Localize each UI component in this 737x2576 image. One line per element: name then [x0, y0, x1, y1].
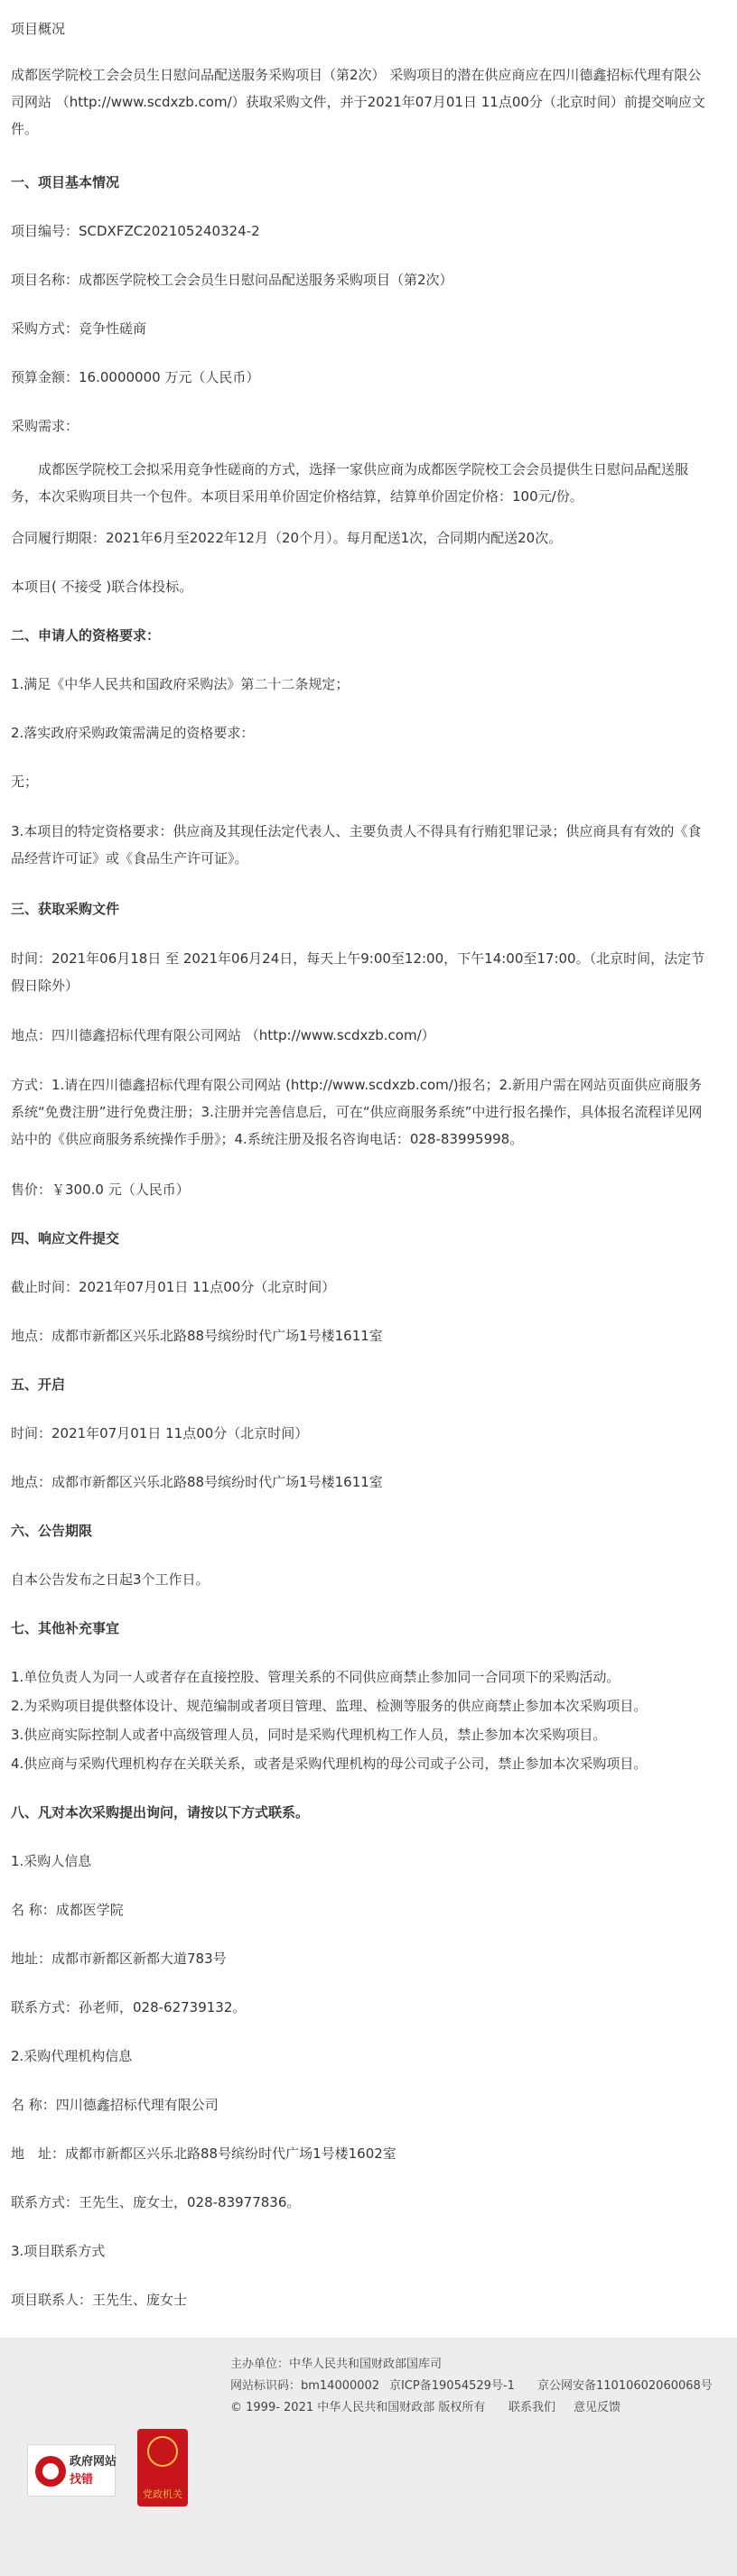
project-contact-heading: 3.项目联系方式 — [11, 2243, 106, 2259]
contract-period: 合同履行期限：2021年6月至2022年12月（20个月）。每月配送1次，合同期内配送20次。 — [11, 530, 563, 546]
section-heading-contacts: 八、凡对本次采购提出询问，请按以下方式联系。 — [11, 1804, 310, 1821]
agency-address: 地 址：成都市新都区兴乐北路88号缤纷时代广场1号楼1602室 — [11, 2145, 396, 2162]
section-heading-basic-info: 一、项目基本情况 — [11, 174, 120, 190]
budget-amount: 预算金额：16.0000000 万元（人民币） — [11, 369, 260, 385]
footer-police-link[interactable]: 京公网安备11010602060068号 — [537, 2379, 713, 2393]
opening-time: 时间：2021年07月01日 11点00分（北京时间） — [11, 1425, 309, 1441]
footer-copyright: © 1999- 2021 中华人民共和国财政部 版权所有 — [230, 2401, 486, 2414]
qualification-1: 1.满足《中华人民共和国政府采购法》第二十二条规定； — [11, 676, 350, 692]
purchaser-info-heading: 1.采购人信息 — [11, 1853, 92, 1869]
purchaser-contact: 联系方式：孙老师，028-62739132。 — [11, 1999, 247, 2015]
document-price: 售价：￥300.0 元（人民币） — [11, 1181, 190, 1198]
qualification-2: 2.落实政府采购政策需满足的资格要求： — [11, 725, 255, 741]
demand-text: 成都医学院校工会拟采用竞争性磋商的方式，选择一家供应商为成都医学院校工会会员提供生日慰问品配送服务，本次采购项目共一个包件。本项目采用单价固定价格结算，结算单价固定价格：100元/份。 — [11, 461, 689, 505]
footer-info — [230, 2339, 718, 2576]
magnifier-icon — [35, 2456, 66, 2487]
purchaser-address: 地址：成都市新都区新都大道783号 — [11, 1951, 227, 1967]
obtain-place: 地点：四川德鑫招标代理有限公司网站 （http://www.scdxzb.com/） — [11, 1027, 435, 1043]
opening-place: 地点：成都市新都区兴乐北路88号缤纷时代广场1号楼1611室 — [11, 1474, 383, 1490]
section-heading-obtain-docs: 三、获取采购文件 — [11, 901, 120, 917]
party-government-badge[interactable] — [137, 2429, 188, 2507]
section-heading-opening: 五、开启 — [11, 1376, 66, 1393]
qualification-3: 3.本项目的特定资格要求：供应商及其现任法定代表人、主要负责人不得具有行贿犯罪记录；供应商具有有效的《食品经营许可证》或《食品生产许可证》。 — [11, 823, 702, 866]
notice-period: 自本公告发布之日起3个工作日。 — [11, 1571, 210, 1588]
other-matter-1: 1.单位负责人为同一人或者存在直接控股、管理关系的不同供应商禁止参加同一合同项下的采购活动。 — [11, 1669, 620, 1685]
submission-place: 地点：成都市新都区兴乐北路88号缤纷时代广场1号楼1611室 — [11, 1328, 383, 1344]
project-number: 项目编号：SCDXFZC202105240324-2 — [11, 223, 260, 239]
agency-info-heading: 2.采购代理机构信息 — [11, 2048, 133, 2064]
footer-site-id: 网站标识码：bm14000002 — [230, 2379, 380, 2393]
overview-heading: 项目概况 — [11, 21, 66, 37]
footer-icp-link[interactable]: 京ICP备19054529号-1 — [389, 2379, 515, 2393]
section-heading-notice-period: 六、公告期限 — [11, 1523, 93, 1539]
obtain-time: 时间：2021年06月18日 至 2021年06月24日，每天上午9:00至12:00，下午14:00至17:00。（北京时间，法定节假日除外） — [11, 950, 705, 994]
purchaser-name: 名 称：成都医学院 — [11, 1902, 124, 1918]
party-emblem-icon — [137, 2429, 188, 2483]
gov-site-find-error-badge[interactable] — [27, 2444, 116, 2497]
footer-host: 主办单位：中华人民共和国财政部国库司 — [230, 2358, 443, 2371]
badge-find-line1: 政府网站 — [70, 2455, 117, 2469]
badge-find-line2: 找错 — [70, 2473, 94, 2487]
obtain-method: 方式：1.请在四川德鑫招标代理有限公司网站 (http://www.scdxzb.com/)报名；2.新用户需在网站页面供应商服务系统“免费注册”进行免费注册；3.注册并完善信息后，可在“供应商服务系统”中进行报名操作，具体报名流程详见网站中的《供应商服务系统操作手册》；4.系统注册及报名咨询电话：028-83995998。 — [11, 1077, 703, 1147]
footer-contact-us-link[interactable]: 联系我们 — [508, 2401, 556, 2414]
other-matter-2: 2.为采购项目提供整体设计、规范编制或者项目管理、监理、检测等服务的供应商禁止参加本次采购项目。 — [11, 1698, 648, 1714]
project-name: 项目名称：成都医学院校工会会员生日慰问品配送服务采购项目（第2次） — [11, 272, 453, 288]
submission-deadline: 截止时间：2021年07月01日 11点00分（北京时间） — [11, 1279, 336, 1295]
agency-contact: 联系方式：王先生、庞女士，028-83977836。 — [11, 2194, 301, 2210]
badge-party-label: 党政机关 — [137, 2483, 188, 2507]
procurement-method: 采购方式：竞争性磋商 — [11, 320, 147, 337]
overview-text: 成都医学院校工会会员生日慰问品配送服务采购项目（第2次） 采购项目的潜在供应商应在四川德鑫招标代理有限公司网站 （http://www.scdxzb.com/）获取采购文件，并于2021年07月01日 11点00分（北京时间）前提交响应文件。 — [11, 67, 705, 137]
section-heading-other-matters: 七、其他补充事宜 — [11, 1620, 120, 1636]
agency-name: 名 称：四川德鑫招标代理有限公司 — [11, 2097, 219, 2113]
footer-feedback-link[interactable]: 意见反馈 — [574, 2401, 621, 2414]
section-heading-qualifications: 二、申请人的资格要求： — [11, 627, 161, 644]
site-footer — [0, 2338, 737, 2576]
project-contact-person: 项目联系人：王先生、庞女士 — [11, 2292, 188, 2308]
other-matter-3: 3.供应商实际控制人或者中高级管理人员，同时是采购代理机构工作人员，禁止参加本次采购项目。 — [11, 1727, 607, 1743]
qualification-2-none: 无； — [11, 774, 39, 790]
section-heading-submission: 四、响应文件提交 — [11, 1230, 120, 1246]
other-matter-4: 4.供应商与采购代理机构存在关联关系，或者是采购代理机构的母公司或子公司，禁止参加本次采购项目。 — [11, 1756, 648, 1772]
demand-label: 采购需求： — [11, 418, 79, 434]
consortium-note: 本项目( 不接受 )联合体投标。 — [11, 579, 193, 595]
